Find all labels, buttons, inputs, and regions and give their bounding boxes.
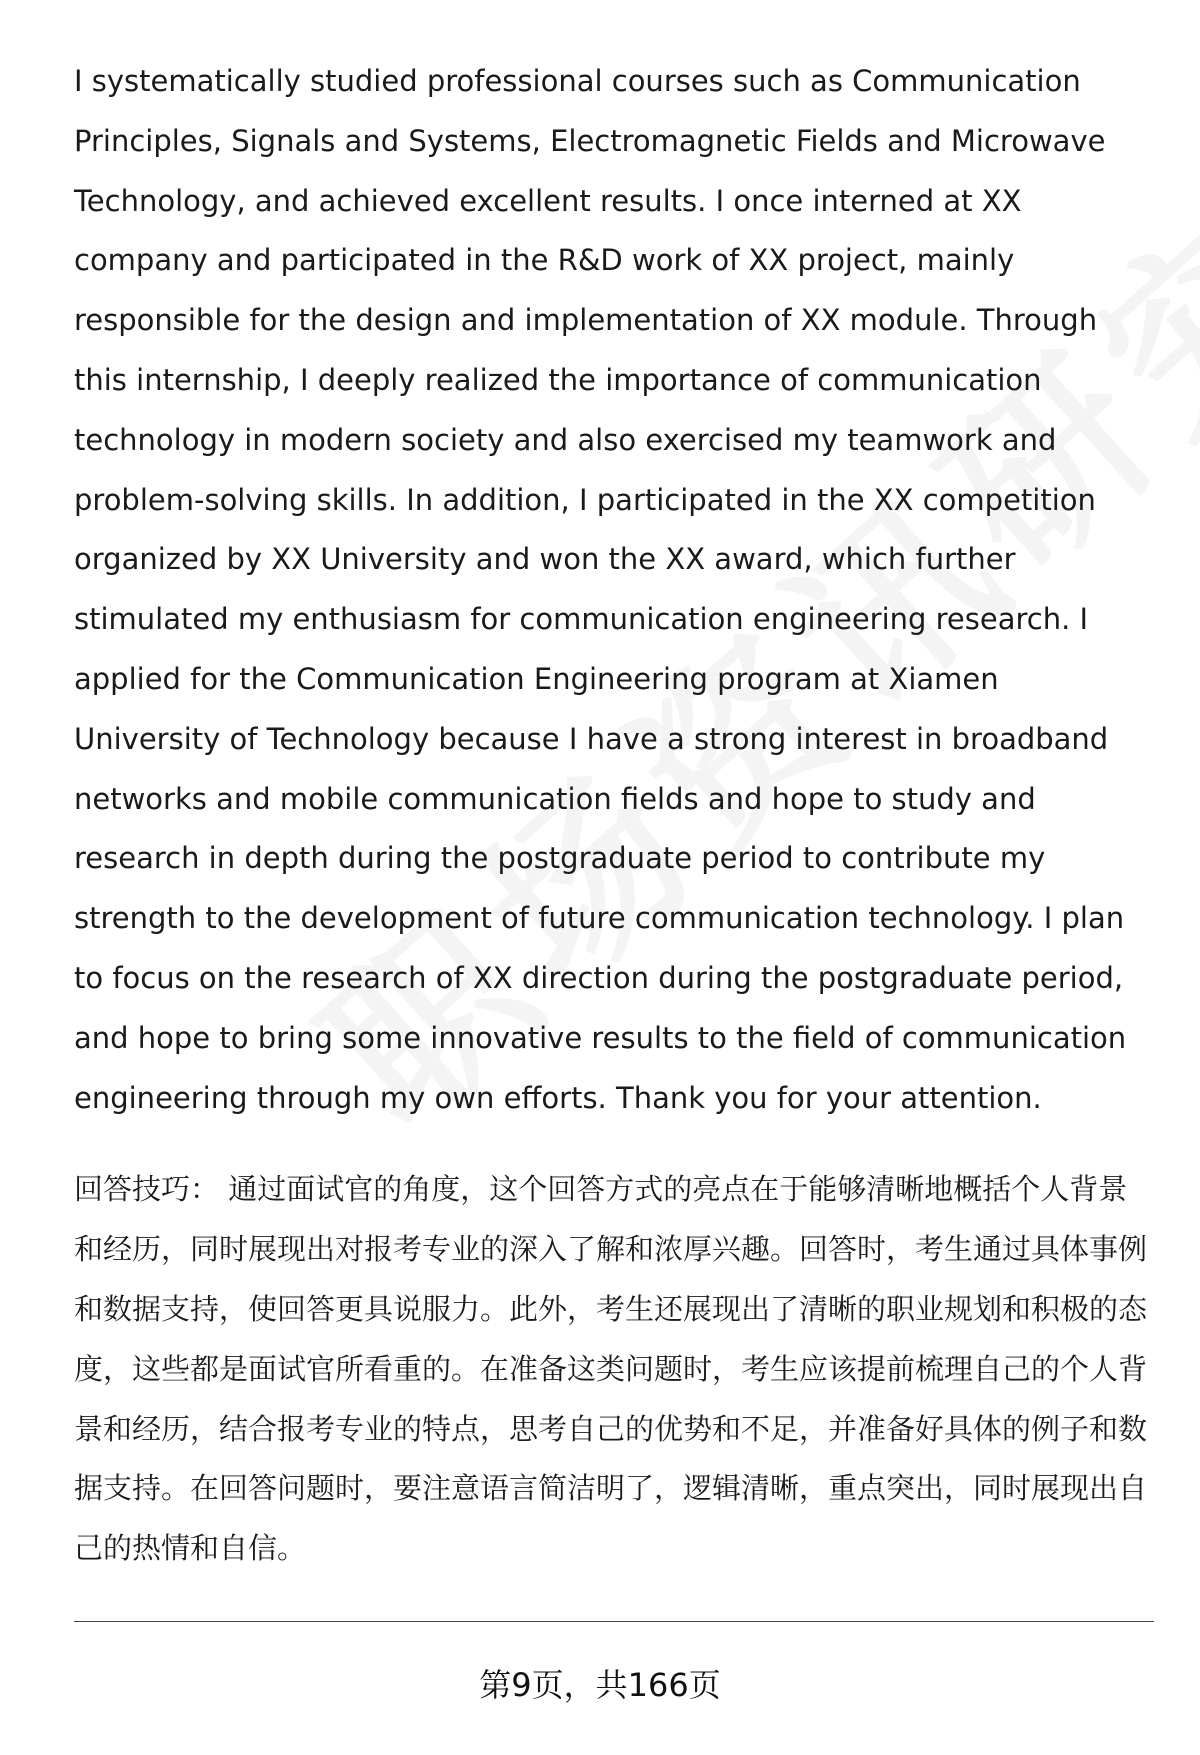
tips-paragraph (74, 1160, 1154, 1579)
answer-paragraph: I systematically studied professional courses such as Communication Principles, Signals and Systems, Electromagnetic Fields and Microwave Technology, and achieved excellent results. I once interned at XX company and participated in the R&D work of XX project, mainly responsible for the design and implementation of XX module. Through this internship, I deeply realized the importance of communication technology in modern society and also exercised my teamwork and problem-solving skills. In addition, I participated in the XX competition organized by XX University and won the XX award, which further stimulated my enthusiasm for communication engineering research. I applied for the Communication Engineering program at Xiamen University of Technology because I have a strong interest in broadband networks and mobile communication fields and hope to study and research in depth during the postgraduate period to contribute my strength to the development of future communication technology. I plan to focus on the research of XX direction during the postgraduate period, and hope to bring some innovative results to the field of communication engineering through my own efforts. Thank you for your attention. (74, 64, 1127, 1115)
footer-divider (74, 1621, 1154, 1622)
page-content (74, 52, 1154, 1579)
page-number: 第9页，共166页 (479, 1666, 721, 1704)
tips-label: 回答技巧： (74, 1172, 220, 1207)
tips-text: 通过面试官的角度，这个回答方式的亮点在于能够清晰地概括个人背景和经历，同时展现出对报考专业的深入了解和浓厚兴趣。回答时，考生通过具体事例和数据支持，使回答更具说服力。此外，考生还展现出了清晰的职业规划和积极的态度，这些都是面试官所看重的。在准备这类问题时，考生应该提前梳理自己的个人背景和经历，结合报考专业的特点，思考自己的优势和不足，并准备好具体的例子和数据支持。在回答问题时，要注意语言简洁明了，逻辑清晰，重点突出，同时展现出自己的热情和自信。 (74, 1172, 1148, 1566)
